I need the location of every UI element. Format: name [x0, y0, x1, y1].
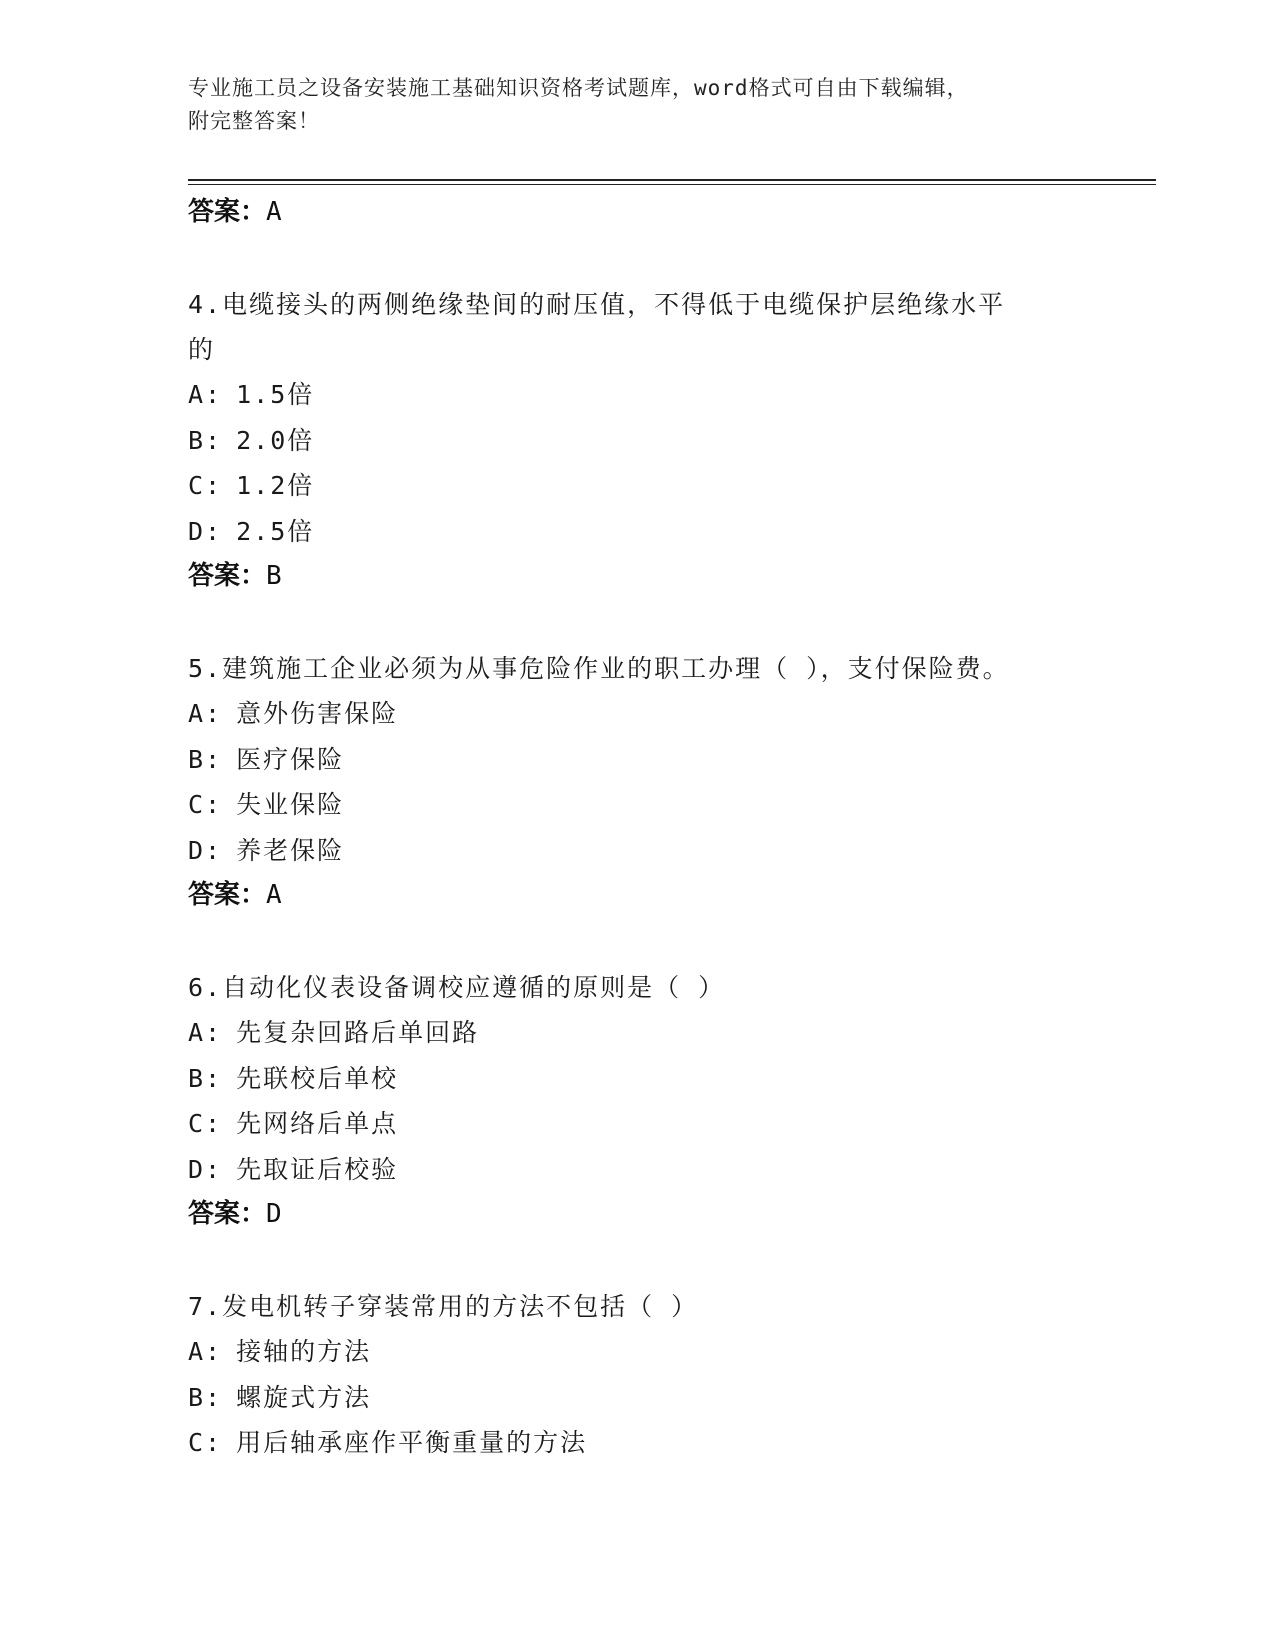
header-divider-thin: [188, 184, 1156, 185]
question-4-option-b: [188, 418, 1088, 464]
option-key: A:: [188, 1018, 223, 1047]
header-title-line-2: 附完整答案！: [188, 109, 320, 133]
answer-line-q5: [188, 873, 1088, 918]
question-stem-line: 6.自动化仪表设备调校应遵循的原则是（ ）: [188, 973, 726, 1002]
answer-value: A: [266, 880, 282, 910]
question-6-option-b: [188, 1056, 1088, 1102]
option-text: 意外伤害保险: [236, 699, 399, 728]
spacer: [188, 599, 1088, 646]
option-key: C:: [188, 1109, 223, 1138]
header-title-line-1: 专业施工员之设备安装施工基础知识资格考试题库，word格式可自由下载编辑，: [188, 76, 969, 100]
option-text: 先网络后单点: [236, 1109, 399, 1138]
answer-value: D: [266, 1199, 282, 1229]
document-header: [188, 72, 1088, 138]
question-list: [188, 190, 1088, 1466]
option-key: C:: [188, 471, 223, 500]
question-4-option-c: [188, 463, 1088, 509]
option-text: 1.5倍: [236, 380, 315, 409]
option-text: 先取证后校验: [236, 1154, 399, 1184]
option-text: 螺旋式方法: [236, 1382, 372, 1412]
option-text: 接轴的方法: [236, 1337, 372, 1366]
header-divider-thick: [188, 179, 1156, 181]
spacer: [188, 235, 1088, 282]
question-stem-line: 5.建筑施工企业必须为从事危险作业的职工办理（ ），支付保险费。: [188, 654, 1010, 683]
spacer: [188, 1237, 1088, 1284]
answer-value: A: [266, 197, 282, 227]
question-6-option-a: [188, 1010, 1088, 1056]
question-5-option-b: [188, 737, 1088, 783]
answer-line-q6: [188, 1192, 1088, 1237]
spacer: [188, 918, 1088, 965]
option-key: A:: [188, 380, 223, 409]
question-stem-line: 4.电缆接头的两侧绝缘垫间的耐压值，不得低于电缆保护层绝缘水平: [188, 290, 1006, 319]
question-7-option-a: [188, 1329, 1088, 1375]
option-key: D:: [188, 835, 223, 865]
option-key: A:: [188, 699, 223, 728]
question-7-stem: [188, 1284, 1088, 1329]
option-key: C:: [188, 790, 223, 819]
question-5-stem: [188, 646, 1088, 691]
option-key: B:: [188, 1063, 223, 1093]
option-text: 先复杂回路后单回路: [236, 1018, 480, 1047]
option-text: 1.2倍: [236, 471, 315, 500]
question-7-option-c: [188, 1420, 1088, 1466]
answer-line-q3: [188, 190, 1088, 235]
option-text: 养老保险: [236, 835, 345, 865]
question-6-option-d: [188, 1147, 1088, 1193]
question-5-option-d: [188, 828, 1088, 874]
question-stem-line: 的: [188, 335, 216, 364]
answer-line-q4: [188, 554, 1088, 599]
option-key: B:: [188, 744, 223, 774]
option-text: 2.0倍: [236, 425, 315, 455]
option-text: 先联校后单校: [236, 1063, 399, 1093]
answer-value: B: [266, 561, 282, 591]
option-key: B:: [188, 425, 223, 455]
question-5-option-a: [188, 691, 1088, 737]
question-5-option-c: [188, 782, 1088, 828]
option-text: 2.5倍: [236, 516, 315, 546]
question-6-option-c: [188, 1101, 1088, 1147]
option-key: C:: [188, 1428, 223, 1457]
question-4-option-a: [188, 372, 1088, 418]
option-text: 用后轴承座作平衡重量的方法: [236, 1428, 588, 1457]
question-6-stem: [188, 965, 1088, 1010]
option-key: A:: [188, 1337, 223, 1366]
option-text: 医疗保险: [236, 744, 345, 774]
option-text: 失业保险: [236, 790, 345, 819]
answer-label: 答案：: [188, 197, 267, 227]
option-key: B:: [188, 1382, 223, 1412]
question-4-option-d: [188, 509, 1088, 555]
question-stem-line: 7.发电机转子穿装常用的方法不包括（ ）: [188, 1292, 699, 1321]
answer-label: 答案：: [188, 1199, 267, 1229]
question-4-stem: [188, 282, 1088, 372]
question-7-option-b: [188, 1375, 1088, 1421]
option-key: D:: [188, 1154, 223, 1184]
option-key: D:: [188, 516, 223, 546]
answer-label: 答案：: [188, 880, 267, 910]
answer-label: 答案：: [188, 561, 267, 591]
